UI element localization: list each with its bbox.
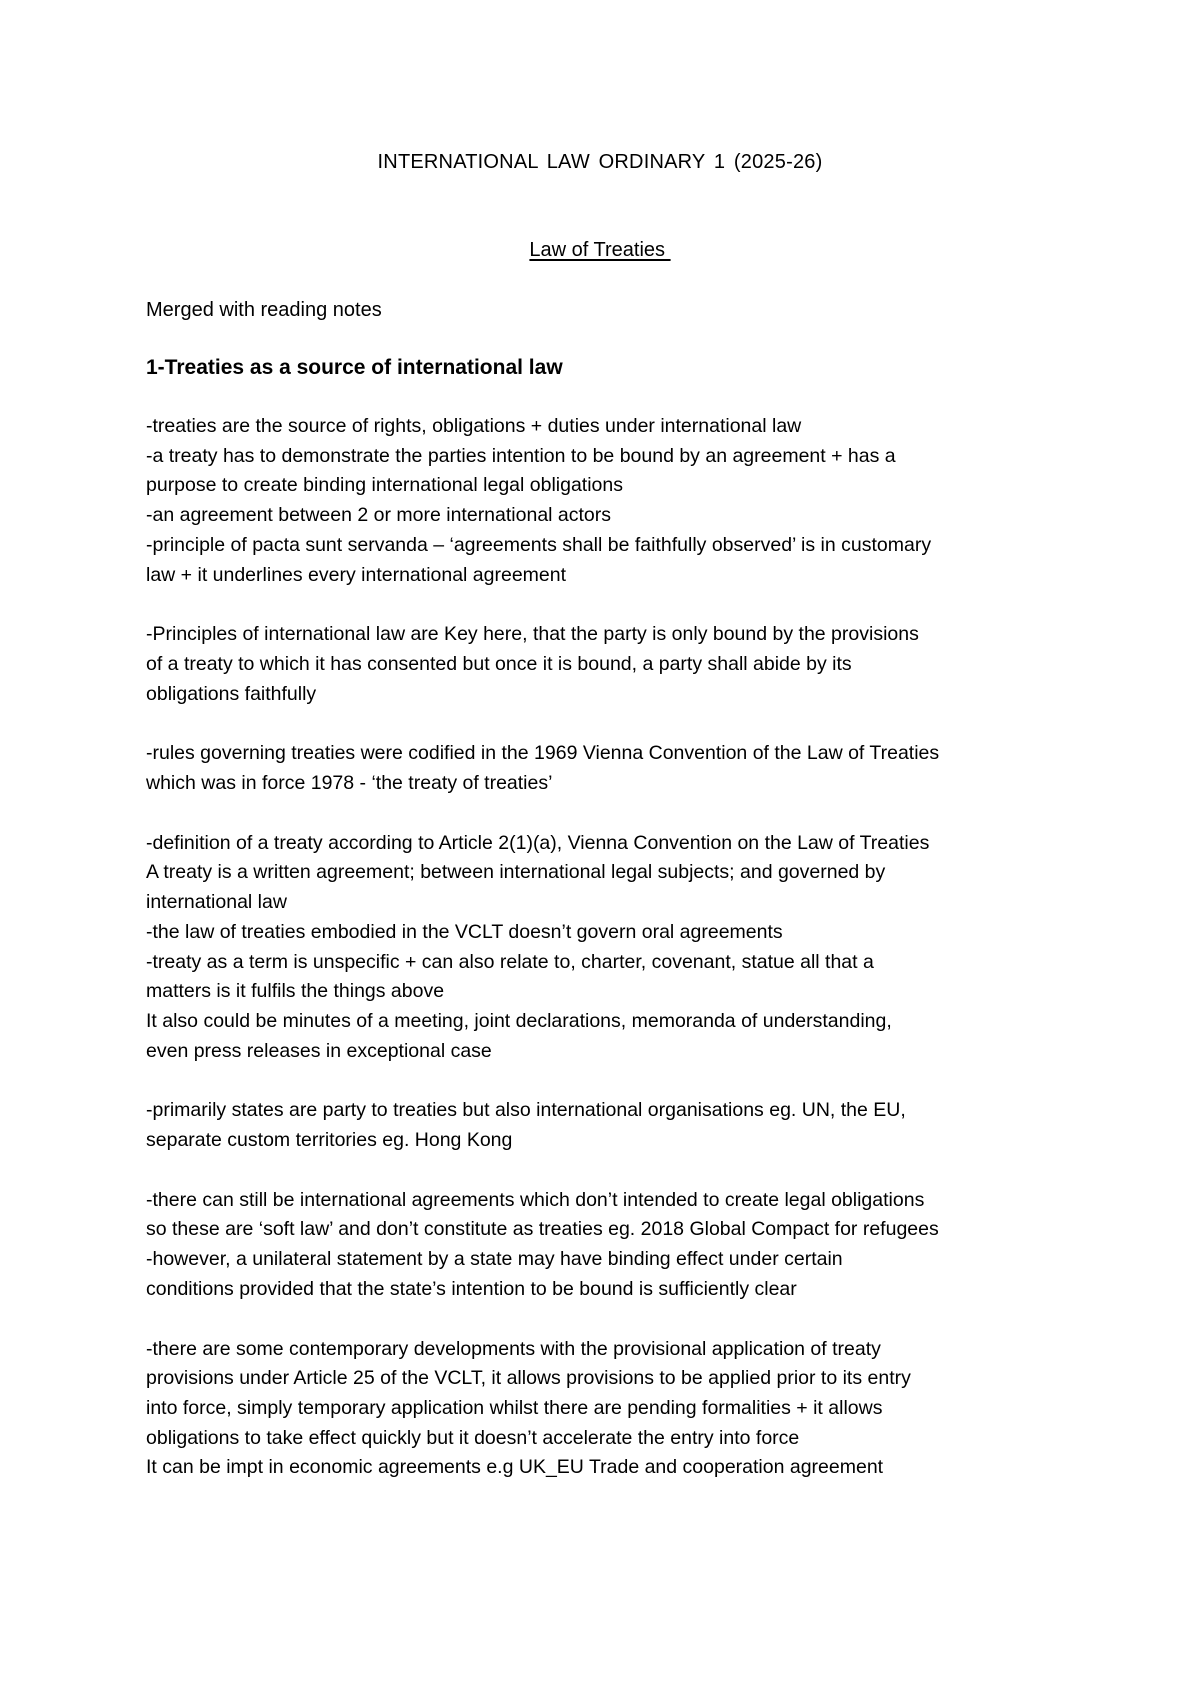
paragraph [146,1335,1076,1484]
text-line: purpose to create binding international legal obligations [146,474,623,497]
text-line: -a treaty has to demonstrate the parties intention to be bound by an agreement + has a [146,444,896,467]
text-line: conditions provided that the state’s intention to be bound is sufficiently clear [146,1277,797,1300]
text-line: which was in force 1978 - ‘the treaty of treaties’ [146,772,553,795]
text-line: law + it underlines every international agreement [146,563,567,586]
document-body [146,412,1076,1513]
text-line: obligations to take effect quickly but it doesn’t accelerate the entry into force [146,1426,800,1449]
paragraph [146,620,1076,709]
text-line: -the law of treaties embodied in the VCLT doesn’t govern oral agreements [146,920,783,943]
document-subtitle [0,236,1200,264]
text-line: -rules governing treaties were codified in the 1969 Vienna Convention of the Law of Treaties [146,742,940,765]
paragraph [146,412,1076,590]
text-line: A treaty is a written agreement; between international legal subjects; and governed by [146,861,886,884]
text-line: -treaties are the source of rights, obligations + duties under international law [146,415,802,437]
text-line: into force, simply temporary application whilst there are pending formalities + it allows [146,1396,883,1419]
text-line: -principle of pacta sunt servanda – ‘agreements shall be faithfully observed’ is in customary [146,533,932,556]
document-title: INTERNATIONAL LAW ORDINARY 1 (2025-26) [377,151,823,173]
text-line: -treaty as a term is unspecific + can also relate to, charter, covenant, statue all that a [146,950,874,973]
text-line: matters is it fulfils the things above [146,980,445,1003]
merged-note: Merged with reading notes [146,299,382,321]
paragraph [146,739,1076,798]
text-line: provisions under Article 25 of the VCLT, it allows provisions to be applied prior to its entry [146,1367,911,1390]
text-line: It also could be minutes of a meeting, joint declarations, memoranda of understanding, [146,1009,892,1032]
text-line: even press releases in exceptional case [146,1039,492,1062]
text-line: of a treaty to which it has consented but once it is bound, a party shall abide by its [146,652,852,675]
text-line: -Principles of international law are Key here, that the party is only bound by the provisions [146,623,919,646]
paragraph [146,1186,1076,1305]
text-line: -definition of a treaty according to Article 2(1)(a), Vienna Convention on the Law of Treaties [146,831,930,854]
text-line: -however, a unilateral statement by a state may have binding effect under certain [146,1248,843,1271]
text-line: separate custom territories eg. Hong Kong [146,1129,513,1152]
paragraph [146,1096,1076,1155]
text-line: -there are some contemporary developments with the provisional application of treaty [146,1337,881,1360]
paragraph [146,829,1076,1067]
section-heading: 1-Treaties as a source of international law [146,356,563,379]
text-line: -there can still be international agreements which don’t intended to create legal obligations [146,1188,925,1211]
text-line: obligations faithfully [146,682,317,705]
text-line: international law [146,891,287,914]
text-line: so these are ‘soft law’ and don’t constitute as treaties eg. 2018 Global Compact for refugees [146,1218,939,1241]
text-line: -primarily states are party to treaties but also international organisations eg. UN, the EU, [146,1099,906,1122]
document-subtitle-text: Law of Treaties [529,239,671,261]
text-line: It can be impt in economic agreements e.g UK_EU Trade and cooperation agreement [146,1456,884,1479]
text-line: -an agreement between 2 or more international actors [146,504,612,527]
